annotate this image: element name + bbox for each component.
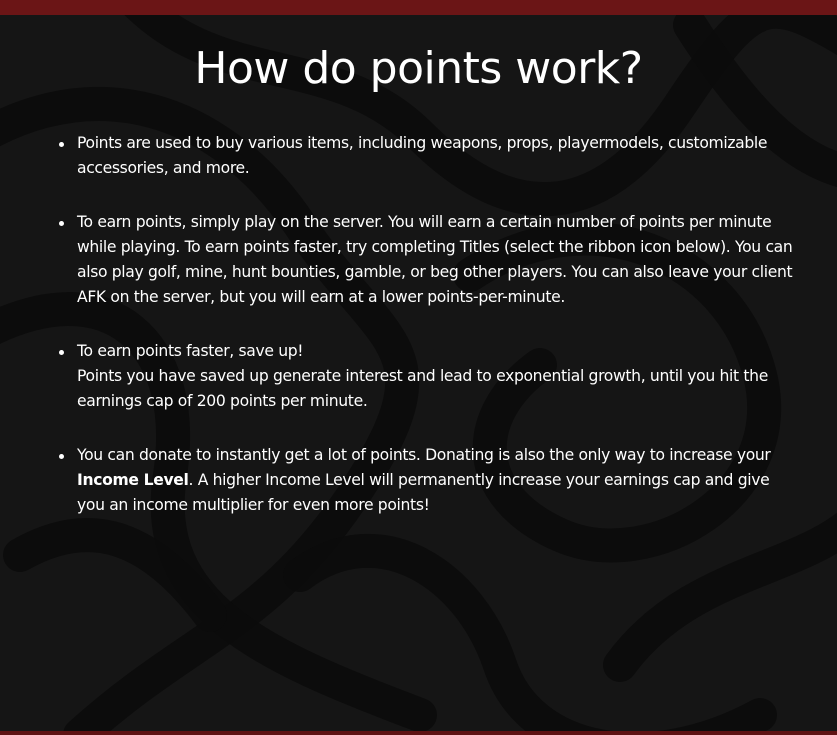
- item-text-part: . A higher Income Level will permanently increase your earnings cap and give you an income multiplier for even more points!: [77, 471, 770, 514]
- item-text-part: You can donate to instantly get a lot of points. Donating is also the only way to increase your: [77, 446, 771, 464]
- page-title: How do points work?: [194, 43, 643, 94]
- item-text: Points you have saved up generate interest and lead to exponential growth, until you hit the earnings cap of 200 points per minute.: [77, 367, 768, 410]
- content-area: [0, 39, 837, 518]
- item-text: To earn points, simply play on the server. You will earn a certain number of points per minute while playing. To earn points faster, try completing Titles (select the ribbon icon below). You can also play golf, mine, hunt bounties, gamble, or beg other players. You can also leave your client AFK on the server, but you will earn at a lower points-per-minute.: [77, 213, 793, 306]
- points-info-item: [77, 210, 799, 310]
- bullet-icon: [59, 142, 64, 147]
- income-level-label: Income Level: [77, 471, 189, 489]
- bullet-icon: [59, 350, 64, 355]
- bullet-icon: [59, 221, 64, 226]
- points-info-item: [77, 443, 799, 518]
- points-info-item: [77, 131, 799, 181]
- points-info-item: [77, 339, 799, 414]
- item-heading-line: To earn points faster, save up!: [77, 342, 304, 360]
- bullet-icon: [59, 454, 64, 459]
- item-text: Points are used to buy various items, including weapons, props, playermodels, customizable accessories, and more.: [77, 134, 768, 177]
- points-info-list: [0, 131, 837, 518]
